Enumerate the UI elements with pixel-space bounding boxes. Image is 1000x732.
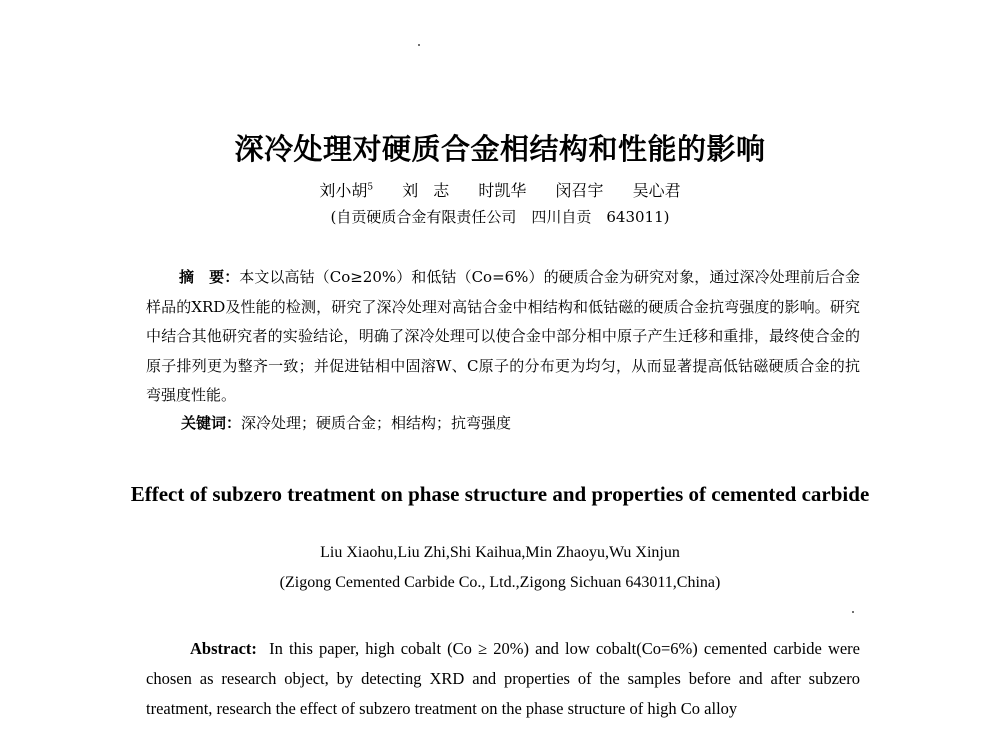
author-name: 吴心君	[632, 181, 681, 200]
english-authors: Liu Xiaohu,Liu Zhi,Shi Kaihua,Min Zhaoyu,Wu Xinjun	[320, 544, 680, 561]
chinese-authors	[0, 178, 1000, 201]
scan-speck	[418, 44, 420, 46]
chinese-abstract	[146, 263, 860, 411]
author-name: 时凯华	[478, 181, 527, 200]
english-abstract-label: Abstract:	[190, 639, 257, 658]
english-abstract	[146, 634, 860, 724]
author-name: 刘小胡$^5$	[319, 181, 374, 200]
chinese-keywords-text: 深冷处理；硬质合金；相结构；抗弯强度	[241, 414, 512, 432]
chinese-keywords-label: 关键词：	[181, 414, 242, 432]
author-name: 刘 志	[402, 181, 450, 200]
english-abstract-text: In this paper, high cobalt (Co ≥ 20%) and low cobalt(Co=6%) cemented carbide were chosen as research object, by detecting XRD and properties of the samples before and after subzero treatment, research the effect of subzero treatment on the phase structure of high Co alloy	[146, 639, 861, 718]
chinese-keywords	[181, 412, 511, 433]
chinese-affiliation: (自贡硬质合金有限责任公司 四川自贡 643011)	[330, 208, 670, 226]
author-name: 闵召宇	[555, 181, 604, 200]
english-title: Effect of subzero treatment on phase structure and properties of cemented carbide	[130, 482, 870, 506]
author-marker: 5	[367, 182, 374, 193]
chinese-title: 深冷处理对硬质合金相结构和性能的影响	[234, 132, 766, 166]
scan-speck	[852, 611, 854, 613]
chinese-abstract-text: 本文以高钴（Co≥20%）和低钴（Co=6%）的硬质合金为研究对象，通过深冷处理前后合金样品的XRD及性能的检测，研究了深冷处理对高钴合金中相结构和低钴磁的硬质合金抗弯强度的影响。研究中结合其他研究者的实验结论，明确了深冷处理可以使合金中部分相中原子产生迁移和重排，最终使合金的原子排列更为整齐一致；并促进钴相中固溶W、C原子的分布更为均匀，从而显著提高低钴磁硬质合金的抗弯强度性能。	[146, 268, 860, 404]
chinese-abstract-label: 摘 要：	[179, 268, 240, 286]
english-affiliation: (Zigong Cemented Carbide Co., Ltd.,Zigong Sichuan 643011,China)	[279, 574, 721, 591]
